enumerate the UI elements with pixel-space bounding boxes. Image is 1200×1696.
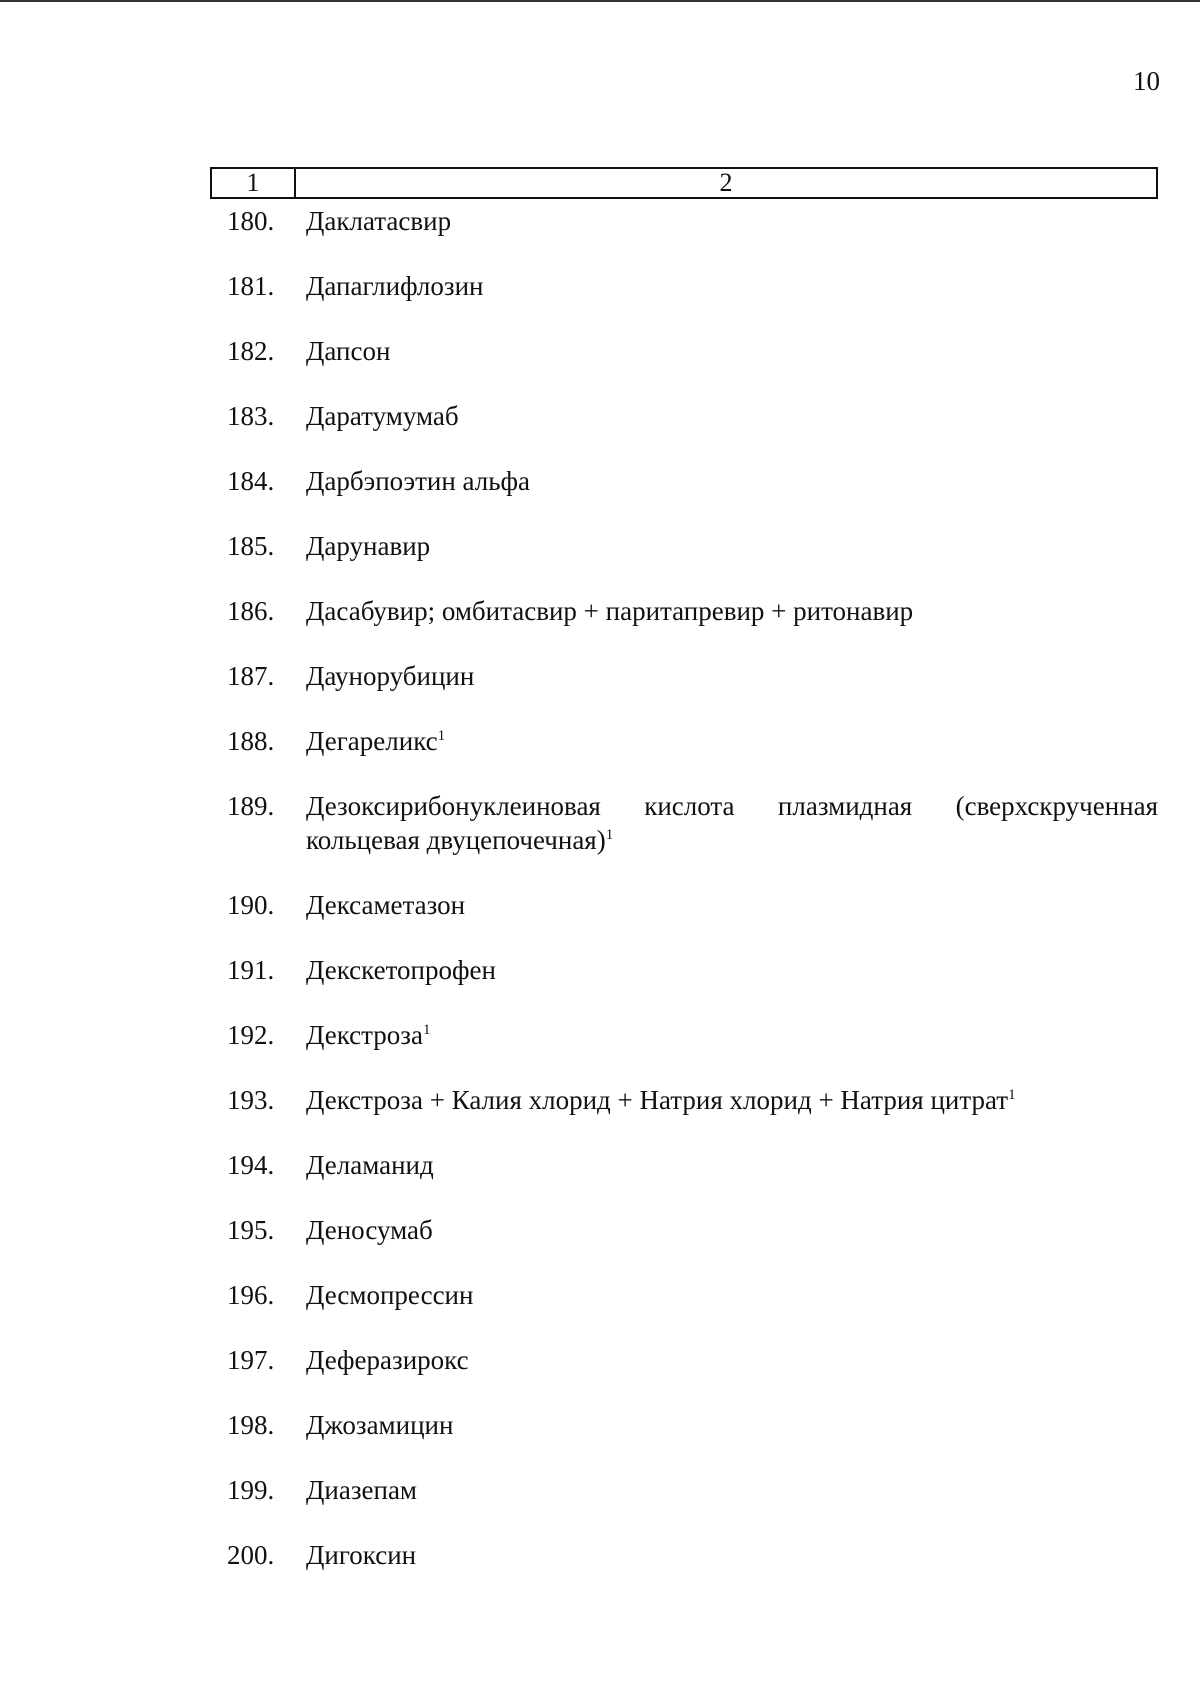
item-name-cell [306, 1018, 1158, 1052]
item-number: 187. [227, 661, 275, 691]
list-item [210, 1213, 1158, 1247]
list-item [210, 789, 1158, 857]
item-number: 181. [227, 271, 275, 301]
item-name: Диазепам [306, 1475, 418, 1505]
item-number: 200. [227, 1540, 275, 1570]
list-item [210, 1148, 1158, 1182]
list-item [210, 1083, 1158, 1117]
column-header-2: 2 [719, 168, 733, 197]
item-name-cell [306, 1538, 1158, 1572]
list-item [210, 464, 1158, 498]
top-rule [0, 0, 1200, 2]
list-item [210, 204, 1158, 238]
item-name: Деферазирокс [306, 1345, 469, 1375]
item-name: Дапсон [306, 336, 391, 366]
list-item [210, 529, 1158, 563]
item-name-cell [306, 594, 1158, 628]
item-number: 180. [227, 206, 275, 236]
item-name-cell [306, 953, 1158, 987]
item-number: 183. [227, 401, 275, 431]
item-name-cell [306, 1473, 1158, 1507]
item-name: Дарунавир [306, 531, 431, 561]
list-item [210, 1408, 1158, 1442]
item-name-cell [306, 1148, 1158, 1182]
item-name-cell [306, 529, 1158, 563]
item-name: Дексаметазон [306, 890, 466, 920]
item-name: Дезоксирибонуклеиновая кислота плазмидная (сверхскрученная кольцевая двуцепочечная) [306, 791, 1158, 855]
item-name-cell [306, 888, 1158, 922]
item-number: 191. [227, 955, 275, 985]
list-item [210, 888, 1158, 922]
item-name-cell [306, 1083, 1158, 1117]
item-name: Декстроза [306, 1020, 423, 1050]
item-name: Даратумумаб [306, 401, 459, 431]
list-item [210, 1018, 1158, 1052]
item-name-cell [306, 1343, 1158, 1377]
item-name-cell [306, 204, 1158, 238]
list-item [210, 1343, 1158, 1377]
item-name-cell [306, 789, 1158, 857]
item-name: Дигоксин [306, 1540, 417, 1570]
item-number: 197. [227, 1345, 275, 1375]
item-name: Джозамицин [306, 1410, 454, 1440]
item-name: Дегареликс [306, 726, 438, 756]
item-name: Декскетопрофен [306, 955, 496, 985]
item-name: Дапаглифлозин [306, 271, 484, 301]
item-number: 186. [227, 596, 275, 626]
list-item [210, 953, 1158, 987]
list-item [210, 399, 1158, 433]
list-item [210, 334, 1158, 368]
item-name: Десмопрессин [306, 1280, 474, 1310]
item-number: 184. [227, 466, 275, 496]
footnote-marker: 1 [422, 1022, 431, 1038]
item-name: Даклатасвир [306, 206, 452, 236]
item-name: Дасабувир; омбитасвир + паритапревир + ритонавир [306, 596, 914, 626]
drug-list [210, 204, 1158, 1603]
item-number: 198. [227, 1410, 275, 1440]
list-item [210, 1278, 1158, 1312]
item-name: Деламанид [306, 1150, 434, 1180]
item-name: Декстроза + Калия хлорид + Натрия хлорид + Натрия цитрат [306, 1085, 1009, 1115]
list-item [210, 659, 1158, 693]
item-name: Дарбэпоэтин альфа [306, 466, 531, 496]
item-name-cell [306, 1278, 1158, 1312]
list-item [210, 594, 1158, 628]
footnote-marker: 1 [605, 827, 614, 843]
item-name: Даунорубицин [306, 661, 475, 691]
column-header-table [210, 167, 1158, 199]
item-name: Деносумаб [306, 1215, 433, 1245]
item-name-cell [306, 334, 1158, 368]
item-name-cell [306, 1408, 1158, 1442]
item-name-cell [306, 269, 1158, 303]
item-number: 194. [227, 1150, 275, 1180]
footnote-marker: 1 [1008, 1087, 1016, 1103]
item-number: 185. [227, 531, 275, 561]
item-number: 195. [227, 1215, 275, 1245]
item-name-cell [306, 399, 1158, 433]
item-number: 199. [227, 1475, 275, 1505]
list-item [210, 1538, 1158, 1572]
item-number: 182. [227, 336, 275, 366]
item-number: 196. [227, 1280, 275, 1310]
list-item [210, 724, 1158, 758]
list-item [210, 1473, 1158, 1507]
item-name-cell [306, 1213, 1158, 1247]
item-number: 190. [227, 890, 275, 920]
column-header-1: 1 [212, 169, 296, 197]
item-number: 189. [227, 791, 275, 821]
item-number: 192. [227, 1020, 275, 1050]
list-item [210, 269, 1158, 303]
item-name-cell [306, 659, 1158, 693]
item-number: 188. [227, 726, 275, 756]
item-name-cell [306, 724, 1158, 758]
item-name-cell [306, 464, 1158, 498]
item-number: 193. [227, 1085, 275, 1115]
page-number: 10 [1133, 66, 1160, 96]
footnote-marker: 1 [437, 728, 446, 744]
